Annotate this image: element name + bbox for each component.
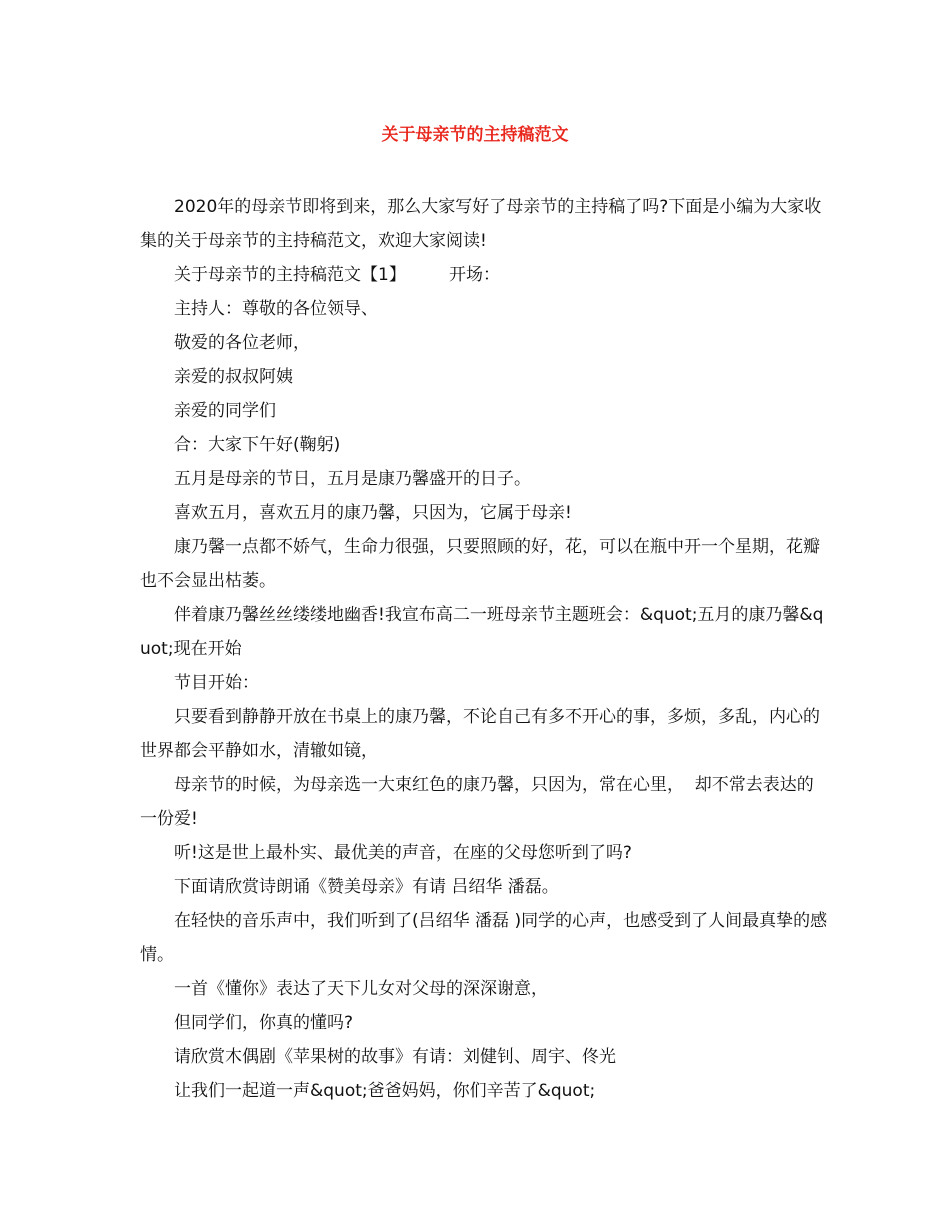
paragraph: 亲爱的叔叔阿姨: [174, 367, 293, 387]
paragraph: 康乃馨一点都不娇气，生命力很强，只要照顾的好，花，可以在瓶中开一个星期，花瓣也不会显出枯萎。: [140, 537, 820, 591]
paragraph: 合：大家下午好(鞠躬): [174, 435, 341, 455]
paragraph-intro: 2020年的母亲节即将到来，那么大家写好了母亲节的主持稿了吗?下面是小编为大家收集的关于母亲节的主持稿范文，欢迎大家阅读!: [140, 197, 822, 251]
paragraph: 让我们一起道一声&quot;爸爸妈妈，你们辛苦了&quot;: [174, 1081, 596, 1101]
paragraph: 在轻快的音乐声中，我们听到了(吕绍华 潘磊 )同学的心声，也感受到了人间最真挚的感情。: [140, 911, 828, 965]
paragraph: 下面请欣赏诗朗诵《赞美母亲》有请 吕绍华 潘磊。: [174, 877, 559, 897]
document-body: [140, 190, 830, 1108]
paragraph: 但同学们，你真的懂吗?: [174, 1013, 354, 1033]
paragraph: 亲爱的同学们: [174, 401, 276, 421]
paragraph: 节目开始：: [174, 673, 259, 693]
paragraph: 敬爱的各位老师，: [174, 333, 310, 353]
paragraph: 只要看到静静开放在书桌上的康乃馨，不论自己有多不开心的事，多烦，多乱，内心的世界都会平静如水，清辙如镜，: [140, 707, 820, 761]
paragraph: 一首《懂你》表达了天下儿女对父母的深深谢意，: [174, 979, 548, 999]
paragraph: 母亲节的时候，为母亲选一大束红色的康乃馨，只因为，常在心里， 却不常去表达的一份爱!: [140, 775, 814, 829]
paragraph: 请欣赏木偶剧《苹果树的故事》有请：刘健钊、周宇、佟光: [174, 1047, 616, 1067]
document-title: 关于母亲节的主持稿范文: [381, 125, 569, 145]
paragraph: 主持人：尊敬的各位领导、: [174, 299, 378, 319]
paragraph-section-heading: 关于母亲节的主持稿范文【1】 开场：: [174, 265, 501, 285]
paragraph: 喜欢五月，喜欢五月的康乃馨，只因为，它属于母亲!: [174, 503, 572, 523]
paragraph: 五月是母亲的节日，五月是康乃馨盛开的日子。: [174, 469, 531, 489]
paragraph: 听!这是世上最朴实、最优美的声音，在座的父母您听到了吗?: [174, 843, 632, 863]
paragraph: 伴着康乃馨丝丝缕缕地幽香!我宣布高二一班母亲节主题班会：&quot;五月的康乃馨&quot;现在开始: [140, 605, 824, 659]
